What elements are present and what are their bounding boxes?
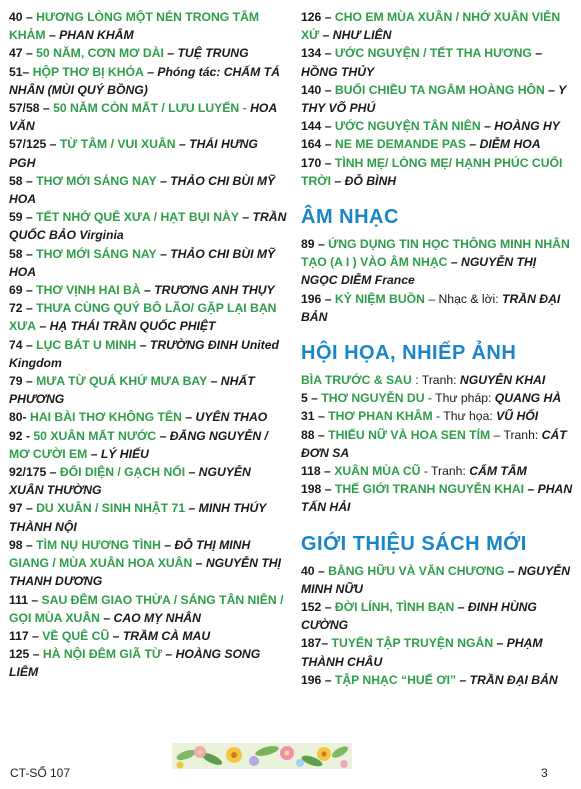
toc-entry bbox=[301, 426, 573, 462]
toc-entry bbox=[301, 8, 573, 44]
toc-entry bbox=[9, 299, 287, 335]
entry-page-number: 126 – bbox=[301, 10, 332, 24]
toc-entry bbox=[301, 44, 573, 80]
entry-author: – NGUYỄN THỊ THANH DƯƠNG bbox=[9, 556, 281, 589]
entry-title: HƯƠNG LÒNG MỘT NÉN TRONG TÂM KHẢM bbox=[9, 10, 260, 43]
toc-entry bbox=[301, 135, 573, 153]
entry-title: 50 NĂM, CƠN MƠ DÀI bbox=[36, 46, 164, 61]
entry-page-number: 125 – bbox=[9, 647, 40, 662]
entry-page-number: 196 – bbox=[301, 291, 332, 306]
entry-author: QUANG HÀ bbox=[494, 391, 562, 406]
toc-right-column bbox=[301, 8, 573, 689]
entry-title: ƯỚC NGUYỆN / TẾT THA HƯƠNG bbox=[334, 46, 532, 61]
entry-title: TÌM NỤ HƯƠNG TÌNH bbox=[36, 537, 161, 552]
toc-entry bbox=[301, 598, 573, 634]
entry-title: TUYỂN TẬP TRUYỆN NGẮN bbox=[331, 636, 494, 651]
entry-page-number: 5 – bbox=[301, 391, 318, 406]
entry-title: ỨNG DỤNG TIN HỌC THÔNG MINH NHÂN TẠO (A I ) VÀO ÂM NHẠC bbox=[301, 237, 570, 270]
toc-entry bbox=[301, 389, 573, 407]
entry-page-number: 58 – bbox=[9, 173, 33, 188]
entry-author: – NHẤT PHƯƠNG bbox=[9, 374, 255, 407]
entry-author: – NGUYỄN XUÂN THƯỜNG bbox=[9, 465, 251, 498]
entry-author: – THẢO CHI BÙI MỸ HOA bbox=[9, 173, 276, 207]
entry-author: – ĐINH HÙNG CƯỜNG bbox=[301, 600, 537, 633]
entry-author: VŨ HỐI bbox=[496, 409, 539, 424]
entry-author: – TRƯƠNG ANH THỤY bbox=[144, 283, 275, 298]
entry-credit-note: – Nhạc & lời: bbox=[428, 291, 499, 306]
section-heading: GIỚI THIỆU SÁCH MỚI bbox=[301, 532, 527, 555]
toc-entry bbox=[9, 135, 287, 171]
entry-title: BÌA TRƯỚC & SAU bbox=[301, 373, 412, 388]
entry-page-number: 57/58 – bbox=[9, 101, 50, 116]
toc-entry bbox=[9, 172, 287, 208]
entry-page-number: 164 – bbox=[301, 137, 332, 152]
entry-author: HOA VĂN bbox=[9, 101, 277, 134]
toc-entry bbox=[9, 245, 287, 281]
flower-decoration-image bbox=[172, 737, 352, 773]
toc-entry bbox=[9, 591, 287, 627]
entry-author: CẨM TÂM bbox=[469, 464, 527, 479]
toc-entry bbox=[9, 536, 287, 554]
entry-author: NGUYỄN KHAI bbox=[459, 373, 546, 388]
toc-entry bbox=[301, 235, 573, 290]
entry-author: – HOÀNG HY bbox=[484, 119, 560, 134]
entry-author: – MINH THÚY THÀNH NỘI bbox=[9, 501, 267, 534]
entry-title: BẰNG HỮU VÀ VĂN CHƯƠNG bbox=[328, 563, 505, 578]
entry-page-number: 80- bbox=[9, 410, 27, 425]
entry-page-number: 144 – bbox=[301, 119, 332, 134]
entry-title: LỤC BÁT U MINH bbox=[36, 337, 137, 352]
entry-title: CHO EM MÙA XUÂN / NHỚ XUÂN VIỄN XỨ bbox=[301, 10, 561, 43]
entry-title: SAU ĐÊM GIAO THỪA / SÁNG TÂN NIÊN / GỌI MÙA XUÂN bbox=[9, 592, 284, 625]
toc-entry bbox=[301, 462, 573, 480]
entry-page-number: 92/175 – bbox=[9, 465, 57, 480]
entry-title: GIANG / MÙA XUÂN HOA XUÂN bbox=[9, 556, 193, 571]
entry-title: BUỔI CHIỀU TA NGẮM HOÀNG HÔN bbox=[334, 82, 545, 97]
entry-author: – ĐỖ BÌNH bbox=[334, 173, 397, 188]
entry-title: THƠ NGUYỄN DU - bbox=[321, 391, 432, 406]
entry-author: – NGUYỄN MINH NỮU bbox=[301, 563, 571, 596]
entry-credit-note: : Tranh: bbox=[415, 373, 457, 388]
entry-page-number: 72 – bbox=[9, 301, 33, 316]
entry-author: – TRẦN ĐẠI BẢN bbox=[459, 672, 558, 687]
toc-entry bbox=[301, 371, 573, 389]
entry-author: TRẦN ĐẠI BẢN bbox=[301, 291, 561, 324]
entry-author: – TRƯỜNG ĐINH United Kingdom bbox=[9, 337, 279, 370]
entry-author: – THÁI HƯNG PGH bbox=[9, 137, 258, 170]
entry-page-number: 69 – bbox=[9, 283, 33, 298]
entry-author: – UYÊN THAO bbox=[185, 410, 268, 425]
entry-author: – TUỆ TRUNG bbox=[167, 46, 249, 61]
entry-title: HÀ NỘI ĐÊM GIÃ TỪ bbox=[42, 647, 163, 662]
entry-page-number: 40 – bbox=[301, 563, 325, 578]
entry-title: MƯA TỪ QUÁ KHỨ MƯA BAY bbox=[36, 374, 208, 389]
entry-author: – Y THY VÕ PHÚ bbox=[301, 82, 567, 116]
toc-entry bbox=[9, 427, 287, 445]
entry-title: TỪ TÂM / VUI XUÂN bbox=[59, 137, 176, 152]
toc-entry bbox=[9, 8, 287, 44]
entry-author: – HOÀNG SONG LIÊM bbox=[9, 647, 261, 680]
entry-title: THƠ MỚI SÁNG NAY bbox=[36, 173, 157, 188]
toc-entry bbox=[301, 407, 573, 425]
toc-entry bbox=[9, 445, 287, 463]
toc-entry bbox=[301, 634, 573, 670]
entry-page-number: 31 – bbox=[301, 409, 325, 424]
entry-credit-note: Thư pháp: bbox=[435, 391, 492, 406]
entry-author: – CAO MỴ NHÂN bbox=[103, 610, 201, 625]
toc-entry bbox=[301, 154, 573, 190]
toc-entry bbox=[9, 208, 287, 244]
entry-title: ƯỚC NGUYỆN TÂN NIÊN bbox=[334, 119, 481, 134]
entry-page-number: 111 – bbox=[9, 592, 39, 607]
entry-page-number: 79 – bbox=[9, 374, 33, 389]
toc-entry bbox=[301, 290, 573, 326]
entry-title: VỀ QUÊ CŨ bbox=[42, 628, 110, 643]
toc-sections bbox=[301, 206, 573, 689]
entry-author: – TRẦM CÀ MAU bbox=[112, 628, 211, 643]
entry-title: 50 NĂM CÒN MẤT / LƯU LUYẾN - bbox=[53, 101, 247, 116]
entry-page-number: 152 – bbox=[301, 600, 332, 615]
toc-entry bbox=[301, 117, 573, 135]
entry-title: THƠ PHAN KHÂM bbox=[328, 409, 433, 424]
entry-credit-note: - Tranh: bbox=[423, 464, 466, 479]
entry-page-number: 170 – bbox=[301, 155, 332, 170]
entry-page-number: 198 – bbox=[301, 482, 332, 497]
entry-author: – NGUYỄN THỊ NGỌC DIỄM France bbox=[301, 255, 537, 288]
entry-page-number: 59 – bbox=[9, 210, 33, 225]
entry-title: THẾ GIỚI TRANH NGUYỄN KHAI bbox=[334, 482, 525, 497]
poetry-continued-list bbox=[301, 8, 573, 190]
toc-entry bbox=[9, 44, 287, 62]
entry-author: – DIỄM HOA bbox=[469, 137, 541, 152]
entry-title: HAI BÀI THƠ KHÔNG TÊN bbox=[30, 410, 182, 425]
entry-page-number: 134 – bbox=[301, 46, 332, 61]
toc-entry bbox=[9, 408, 287, 426]
toc-entry bbox=[9, 627, 287, 645]
entry-title: THƠ VỊNH HAI BÀ bbox=[36, 283, 141, 298]
entry-title: THIẾU NỮ VÀ HOA SEN TÍM bbox=[328, 427, 491, 442]
entry-title: ĐỜI LÍNH, TÌNH BẠN bbox=[334, 600, 455, 615]
page-number: 3 bbox=[541, 766, 548, 780]
toc-entry bbox=[9, 336, 287, 372]
entry-title: TẬP NHẠC “HUẾ ƠI” bbox=[334, 672, 457, 687]
entry-page-number: 58 – bbox=[9, 246, 33, 261]
entry-author: – PHAN TẤN HẢI bbox=[301, 482, 573, 515]
entry-credit-note: – Tranh: bbox=[493, 427, 539, 442]
entry-page-number: 97 – bbox=[9, 501, 33, 516]
footer-issue-label: CT-SỐ 107 bbox=[10, 766, 71, 780]
entry-author: – NHƯ LIÊN bbox=[322, 28, 392, 43]
section-heading: ÂM NHẠC bbox=[301, 206, 399, 229]
entry-title: ĐỐI DIỆN / GẠCH NỐI bbox=[59, 465, 186, 480]
entry-page-number: 88 – bbox=[301, 427, 325, 442]
entry-page-number: 47 – bbox=[9, 46, 33, 61]
entry-title: XUÂN MÙA CŨ bbox=[334, 464, 421, 479]
entry-page-number: 98 – bbox=[9, 537, 33, 552]
entry-title: THƠ MỚI SÁNG NAY bbox=[36, 246, 157, 261]
entry-author: – TRẦN QUỐC BẢO Virginia bbox=[9, 210, 287, 243]
entry-title: NE ME DEMANDE PAS bbox=[334, 137, 467, 152]
entry-author: – ĐỖ THỊ MINH bbox=[164, 537, 251, 552]
entry-title: MƠ CƯỜI EM bbox=[9, 446, 88, 461]
entry-author: – THẢO CHI BÙI MỸ HOA bbox=[9, 246, 276, 279]
entry-page-number: 140 – bbox=[301, 82, 332, 97]
entry-author: CÁT ĐƠN SA bbox=[301, 427, 567, 460]
toc-entry bbox=[9, 645, 287, 681]
toc-entry bbox=[9, 372, 287, 408]
entry-author: – PHAN KHÂM bbox=[48, 28, 134, 43]
entry-author: – HỒNG THỦY bbox=[301, 46, 543, 79]
entry-page-number: 74 – bbox=[9, 337, 33, 352]
toc-entry bbox=[301, 562, 573, 598]
toc-entry bbox=[9, 99, 287, 135]
toc-entry bbox=[9, 63, 287, 99]
entry-author: – HẠ THÁI TRẦN QUỐC PHIỆT bbox=[39, 319, 216, 334]
entry-title: DU XUÂN / SINH NHẬT 71 bbox=[36, 501, 186, 516]
entry-title: HỘP THƠ BỊ KHÓA bbox=[32, 64, 144, 79]
entry-title: TẾT NHỚ QUÊ XƯA / HẠT BỤI NÀY bbox=[36, 210, 239, 225]
entry-author: – PHẠM THÀNH CHÂU bbox=[301, 636, 543, 669]
entry-page-number: 51– bbox=[9, 64, 30, 79]
entry-page-number: 118 – bbox=[301, 464, 331, 479]
entry-title: TÌNH MẸ/ LÒNG MẸ/ HẠNH PHÚC CUỐI TRỜI bbox=[301, 155, 563, 188]
toc-entry bbox=[9, 281, 287, 299]
entry-title: 50 XUÂN MẤT NƯỚC bbox=[33, 428, 157, 443]
entry-title: THƯA CÙNG QUÝ BÔ LÃO/ GẶP LẠI BẠN XƯA bbox=[9, 301, 277, 334]
toc-entry bbox=[9, 463, 287, 499]
entry-author: – ĐĂNG NGUYỄN / bbox=[159, 428, 268, 443]
toc-left-column bbox=[9, 8, 287, 682]
entry-author: – Phóng tác: CHẤM TÁ NHÂN (MÙI QUÝ BỒNG) bbox=[9, 64, 280, 97]
toc-entry bbox=[301, 480, 573, 516]
entry-page-number: 117 – bbox=[9, 628, 39, 643]
entry-credit-note: - Thư họa: bbox=[436, 409, 493, 424]
entry-page-number: 57/125 – bbox=[9, 137, 57, 152]
toc-entry bbox=[301, 81, 573, 117]
entry-page-number: 89 – bbox=[301, 237, 325, 252]
entry-page-number: 187– bbox=[301, 636, 329, 651]
entry-title: KỶ NIỆM BUỒN bbox=[334, 291, 425, 306]
entry-page-number: 40 – bbox=[9, 10, 33, 24]
entry-page-number: 196 – bbox=[301, 672, 332, 687]
entry-author: – LÝ HIẾU bbox=[90, 446, 149, 461]
toc-entry bbox=[9, 499, 287, 535]
section-heading: HỘI HỌA, NHIẾP ẢNH bbox=[301, 342, 517, 365]
toc-entry bbox=[301, 671, 573, 689]
toc-entry bbox=[9, 554, 287, 590]
entry-page-number: 92 - bbox=[9, 428, 31, 443]
